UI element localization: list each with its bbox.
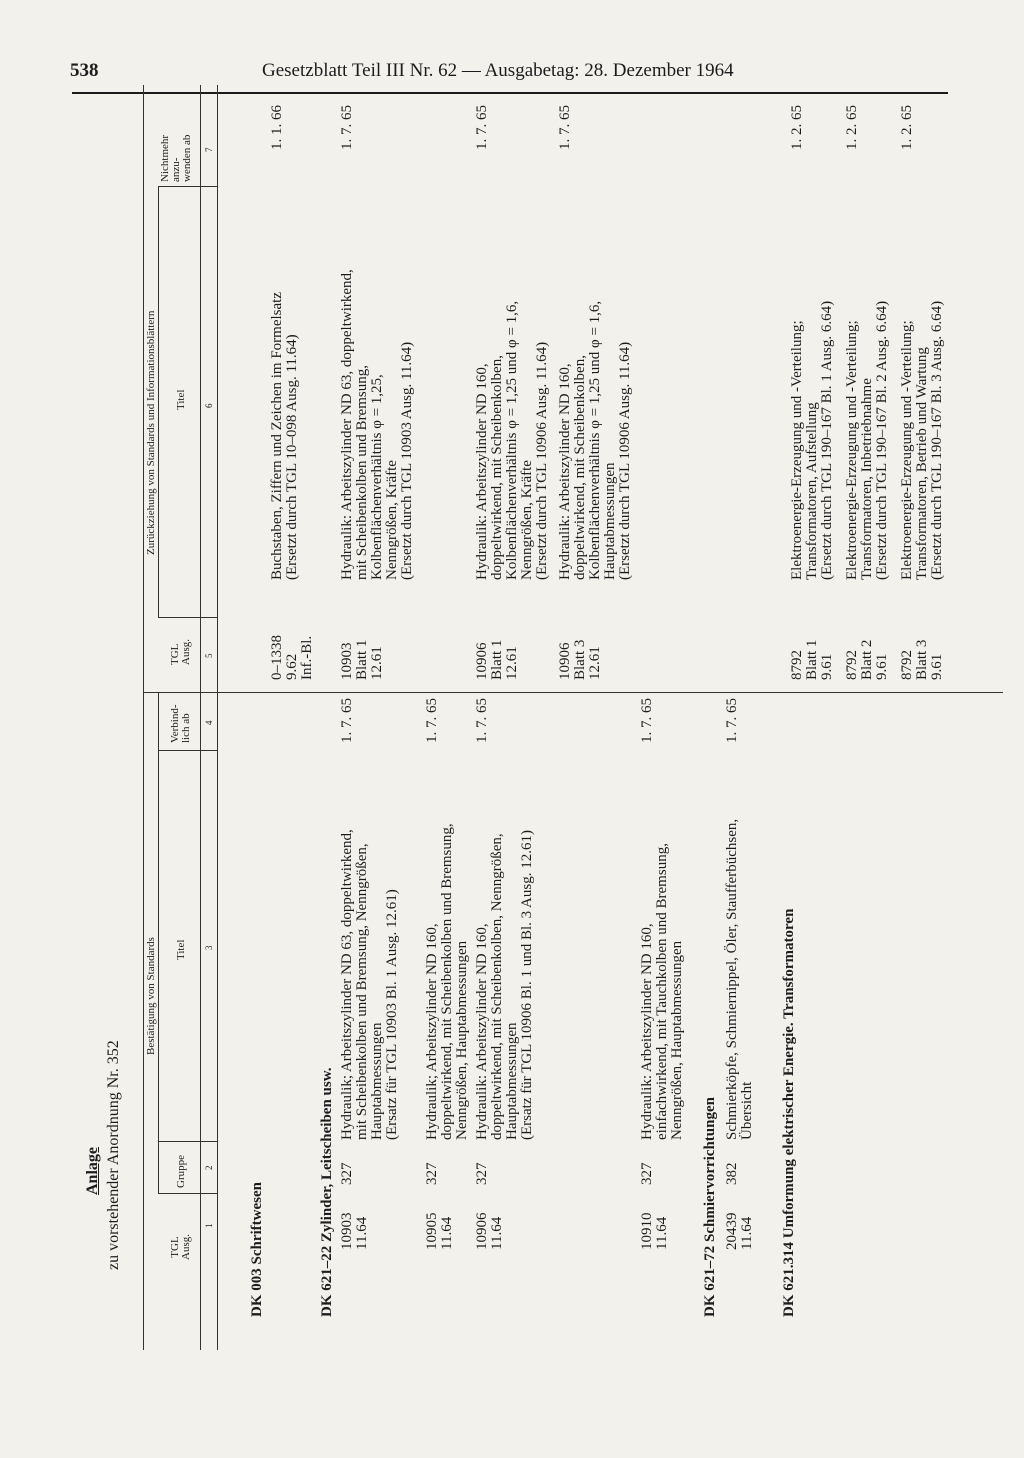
cell-text: Buchstaben, Ziffern und Zeichen im Formelsatz: [269, 292, 285, 580]
col1-header: [170, 1234, 192, 1260]
col6-header: Titel: [175, 389, 187, 410]
col7-header-line2: anzu-: [170, 157, 182, 182]
group-header-withdrawal: Zurückziehung von Standards und Informationsblättern: [145, 310, 157, 555]
table-row-r10-title: [900, 301, 945, 580]
col-divider-3: [158, 750, 217, 751]
cell-text: Transformatoren, Inbetriebnahme: [859, 378, 875, 580]
cell-text: Hauptabmessungen: [504, 1022, 520, 1140]
table-row-r4-tgl: [475, 1213, 505, 1251]
cell-text: 11.64: [654, 1216, 670, 1250]
col4-header-line1: Verbind-: [169, 704, 181, 743]
cell-text: 11.64: [439, 1216, 455, 1250]
cell-text: Hydraulik; Arbeitszylinder ND 63, doppeltwirkend,: [339, 829, 355, 1140]
col-number-6: 6: [204, 403, 214, 408]
table-row-r6-title: [640, 843, 685, 1140]
cell-text: Hauptabmessungen: [602, 462, 618, 580]
cell-text: einfachwirkend, mit Tauchkolben und Bremsung,: [654, 843, 670, 1140]
section-heading-schriftwesen: DK 003 Schriftwesen: [249, 1182, 265, 1317]
cell-text: doppeltwirkend, mit Scheibenkolben,: [572, 355, 588, 580]
table-row-r6-date: 1. 7. 65: [639, 698, 655, 743]
table-top-rule: [143, 85, 144, 1350]
cell-text: Nenngrößen, Hauptabmessungen: [454, 940, 470, 1140]
cell-text: Schmierköpfe, Schmiernippel, Öler, Staufferbüchsen,: [724, 818, 740, 1140]
section-heading-zylinder: DK 621–22 Zylinder, Leitscheiben usw.: [319, 1067, 335, 1317]
cell-text: Nenngrößen, Kräfte: [519, 460, 535, 580]
cell-text: 9.61: [874, 653, 890, 680]
table-row-r2-old-date: 1. 7. 65: [339, 105, 355, 150]
table-row-r3-date: 1. 7. 65: [424, 698, 440, 743]
cell-text: Blatt 1: [804, 639, 820, 680]
cell-text: Elektroenergie-Erzeugung und -Verteilung;: [844, 320, 860, 580]
col-divider-2: [158, 1141, 217, 1142]
col-number-1: 1: [204, 1223, 214, 1228]
table-row-r2-old-tgl: [340, 640, 385, 680]
col-number-2: 2: [204, 1165, 214, 1170]
table-row-r9-date: 1. 2. 65: [844, 105, 860, 150]
cell-text: Blatt 1: [354, 639, 370, 680]
table-row-r1-title: [270, 292, 300, 580]
table-row-r7-group: 382: [724, 1162, 740, 1185]
cell-text: doppeltwirkend, mit Scheibenkolben,: [489, 355, 505, 580]
col2-header: Gruppe: [175, 1155, 187, 1188]
section-heading-schmiervorrichtungen: DK 621–72 Schmiervorrichtungen: [702, 1097, 718, 1317]
col4-header: [170, 705, 192, 744]
cell-text: 10906: [557, 642, 573, 680]
table-row-r4-date: 1. 7. 65: [474, 698, 490, 743]
page-number: 538: [70, 60, 99, 81]
col-number-7: 7: [204, 147, 214, 152]
cell-text: Blatt 3: [572, 639, 588, 680]
table-row-r7-date: 1. 7. 65: [724, 698, 740, 743]
cell-text: 10906: [474, 642, 490, 680]
col5-header-line2: Ausg.: [180, 639, 192, 665]
anlage-subtitle: zu vorstehender Anordnung Nr. 352: [105, 1040, 122, 1270]
cell-text: 8792: [899, 650, 915, 680]
cell-text: Kolbenflächenverhältnis φ = 1,25,: [369, 374, 385, 580]
col-number-3: 3: [204, 945, 214, 950]
cell-text: (Ersetzt durch TGL 190–167 Bl. 3 Ausg. 6.64): [929, 300, 945, 580]
table-row-r3-title: [425, 823, 470, 1140]
table-row-r2-date: 1. 7. 65: [339, 698, 355, 743]
cell-text: Inf.-Bl.: [299, 635, 315, 680]
cell-text: mit Scheibenkolben und Bremsung, Nenngrößen,: [354, 843, 370, 1140]
cell-text: 10905: [424, 1212, 440, 1250]
cell-text: 10903: [339, 642, 355, 680]
cell-text: Kolbenflächenverhältnis φ = 1,25 und φ = 1,6,: [504, 300, 520, 580]
col4-header-line2: lich ab: [180, 713, 192, 743]
col1-header-line1: TGL: [169, 1236, 181, 1258]
cell-text: mit Scheibenkolben und Bremsung,: [354, 365, 370, 580]
table-row-r2-old-title: [340, 269, 415, 580]
table-row-r10-date: 1. 2. 65: [899, 105, 915, 150]
cell-text: 0–1338: [269, 635, 285, 680]
table-row-r6-group: 327: [639, 1162, 655, 1185]
table-row-r8-tgl: [790, 640, 835, 680]
table-row-r8-date: 1. 2. 65: [789, 105, 805, 150]
cell-text: (Ersatz für TGL 10903 Bl. 1 Ausg. 12.61): [384, 889, 400, 1140]
page-header-title: Gesetzblatt Teil III Nr. 62 — Ausgabetag: 28. Dezember 1964: [262, 60, 734, 81]
cell-text: doppeltwirkend, mit Scheibenkolben, Nenngrößen,: [489, 833, 505, 1140]
cell-text: 20439: [724, 1212, 740, 1250]
col5-header-line1: TGL: [169, 643, 181, 665]
cell-text: 11.64: [739, 1216, 755, 1250]
cell-text: 11.64: [354, 1216, 370, 1250]
table-row-r1-tgl: [270, 635, 315, 680]
cell-text: Hauptabmessungen: [369, 1022, 385, 1140]
col-number-5: 5: [204, 653, 214, 658]
group-divider-line: [143, 692, 1003, 693]
cell-text: 12.61: [587, 646, 603, 680]
cell-text: Kolbenflächenverhältnis φ = 1,25 und φ = 1,6,: [587, 300, 603, 580]
col3-header: Titel: [175, 939, 187, 960]
cell-text: (Ersetzt durch TGL 10–098 Ausg. 11.64): [284, 334, 300, 580]
col7-header-line1: Nichtmehr: [159, 134, 171, 182]
table-numbers-rule: [217, 85, 218, 1350]
cell-text: Nenngrößen, Hauptabmessungen: [669, 940, 685, 1140]
cell-text: Hydraulik: Arbeitszylinder ND 160,: [557, 363, 573, 580]
cell-text: 10903: [339, 1212, 355, 1250]
cell-text: Transformatoren, Betrieb und Wartung: [914, 347, 930, 580]
group1-underline: [158, 693, 159, 1194]
table-row-r2-title: [340, 829, 400, 1140]
cell-text: Elektroenergie-Erzeugung und -Verteilung;: [789, 320, 805, 580]
cell-text: 8792: [844, 650, 860, 680]
group-header-confirmation: Bestätigung von Standards: [145, 937, 157, 1055]
anlage-title: Anlage: [84, 1147, 101, 1195]
table-row-r7-tgl: [725, 1213, 755, 1251]
cell-text: Hydraulik: Arbeitszylinder ND 160,: [474, 363, 490, 580]
cell-text: Blatt 1: [489, 639, 505, 680]
cell-text: Hydraulik; Arbeitszylinder ND 160,: [424, 923, 440, 1140]
cell-text: (Ersetzt durch TGL 10906 Ausg. 11.64): [617, 341, 633, 580]
table-row-r4-group: 327: [474, 1162, 490, 1185]
cell-text: (Ersatz für TGL 10906 Bl. 1 und Bl. 3 Ausg. 12.61): [519, 830, 535, 1140]
table-row-r5-tgl: [558, 640, 603, 680]
table-row-r4-title: [475, 830, 535, 1140]
table-header-rule: [200, 85, 201, 1350]
cell-text: 11.64: [489, 1216, 505, 1250]
cell-text: 9.61: [819, 653, 835, 680]
cell-text: (Ersetzt durch TGL 190–167 Bl. 1 Ausg. 6.64): [819, 300, 835, 580]
table-row-r5-title: [558, 301, 633, 580]
cell-text: Blatt 2: [859, 639, 875, 680]
cell-text: (Ersetzt durch TGL 10903 Ausg. 11.64): [399, 341, 415, 580]
cell-text: Hydraulik: Arbeitszylinder ND 160,: [474, 923, 490, 1140]
cell-text: Elektroenergie-Erzeugung und -Verteilung;: [899, 320, 915, 580]
col5-header: [170, 639, 192, 665]
col-divider-6: [158, 186, 217, 187]
section-heading-transformatoren: DK 621.314 Umformung elektrischer Energie. Transformatoren: [781, 908, 797, 1317]
table-row-r8-title: [790, 301, 835, 580]
table-row-r2-group: 327: [339, 1162, 355, 1185]
cell-text: Übersicht: [739, 1081, 755, 1140]
col7-header: [160, 135, 193, 182]
group2-underline: [158, 187, 159, 618]
table-row-r4-old-date: 1. 7. 65: [474, 105, 490, 150]
cell-text: 12.61: [504, 646, 520, 680]
cell-text: (Ersetzt durch TGL 10906 Ausg. 11.64): [534, 341, 550, 580]
cell-text: doppeltwirkend, mit Scheibenkolben und Bremsung,: [439, 823, 455, 1140]
cell-text: Blatt 3: [914, 639, 930, 680]
table-row-r6-tgl: [640, 1213, 670, 1251]
table-row-r3-tgl: [425, 1213, 455, 1251]
cell-text: 9.62: [284, 653, 300, 680]
table-row-r9-tgl: [845, 640, 890, 680]
col-number-4: 4: [204, 720, 214, 725]
cell-text: 12.61: [369, 646, 385, 680]
cell-text: Hydraulik: Arbeitszylinder ND 160,: [639, 923, 655, 1140]
cell-text: 10910: [639, 1212, 655, 1250]
rotated-table-stage: [50, 0, 950, 1440]
table-row-r4-old-title: [475, 301, 550, 580]
cell-text: 9.61: [929, 653, 945, 680]
cell-text: Transformatoren, Aufstellung: [804, 402, 820, 580]
cell-text: Nenngrößen, Kräfte: [384, 460, 400, 580]
table-row-r1-date: 1. 1. 66: [269, 105, 285, 150]
table-row-r4-old-tgl: [475, 640, 520, 680]
cell-text: (Ersetzt durch TGL 190–167 Bl. 2 Ausg. 6.64): [874, 300, 890, 580]
table-row-r5-date: 1. 7. 65: [557, 105, 573, 150]
col-divider-1: [158, 1193, 217, 1194]
cell-text: 8792: [789, 650, 805, 680]
col1-header-line2: Ausg.: [180, 1234, 192, 1260]
table-row-r2-tgl: [340, 1213, 370, 1251]
table-row-r9-title: [845, 301, 890, 580]
table-row-r10-tgl: [900, 640, 945, 680]
col7-header-line3: wenden ab: [181, 134, 193, 182]
cell-text: Hydraulik: Arbeitszylinder ND 63, doppeltwirkend,: [339, 269, 355, 580]
cell-text: 10906: [474, 1212, 490, 1250]
col-divider-5: [158, 617, 217, 618]
table-row-r7-title: [725, 819, 755, 1140]
table-row-r3-group: 327: [424, 1162, 440, 1185]
